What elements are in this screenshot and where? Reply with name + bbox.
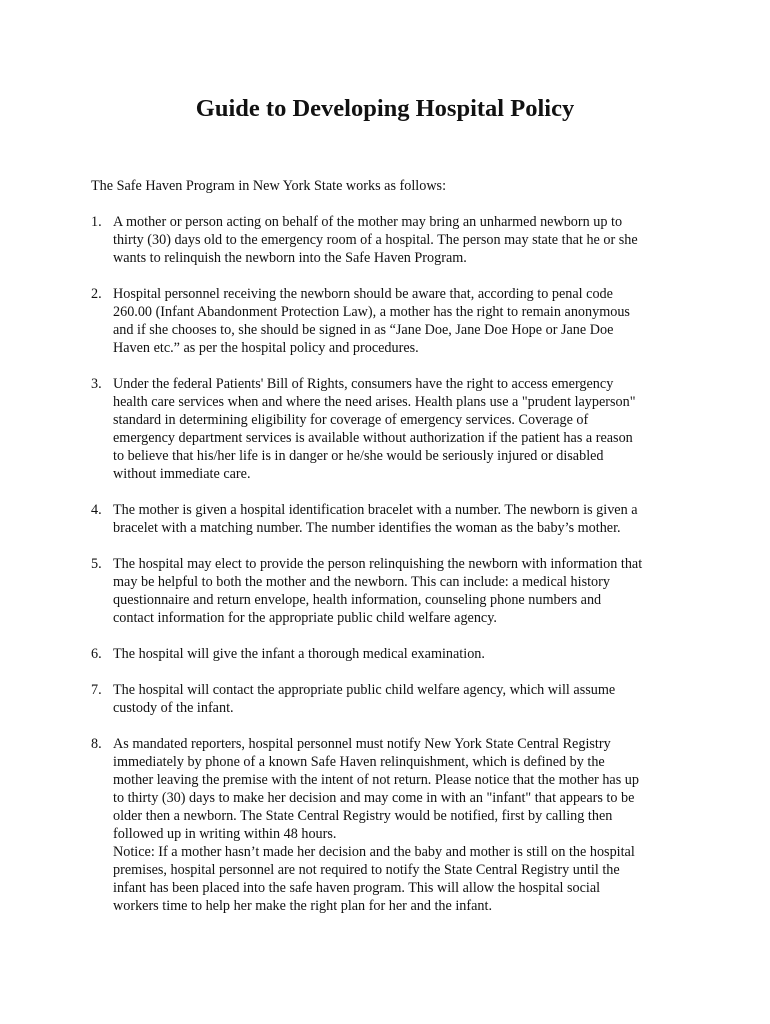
text-line: contact information for the appropriate public child welfare agency. — [113, 610, 497, 626]
text-line: followed up in writing within 48 hours. — [113, 826, 337, 842]
text-line: and if she chooses to, she should be signed in as “Jane Doe, Jane Doe Hope or Jane Doe — [113, 322, 614, 338]
list-item — [91, 501, 691, 537]
list-item-number: 5. — [91, 556, 102, 572]
text-line: bracelet with a matching number. The number identifies the woman as the baby’s mother. — [113, 520, 621, 536]
text-line: questionnaire and return envelope, health information, counseling phone numbers and — [113, 592, 602, 608]
text-line: custody of the infant. — [113, 700, 234, 716]
text-line: Haven etc.” as per the hospital policy and procedures. — [113, 340, 419, 356]
list-item — [91, 555, 691, 627]
text-line: The hospital will give the infant a thorough medical examination. — [113, 646, 485, 662]
text-line: to thirty (30) days to make her decision and may come in with an "infant" that appears to be — [113, 790, 635, 806]
text-line: workers time to help her make the right plan for her and the infant. — [113, 898, 492, 914]
text-line: The hospital will contact the appropriate public child welfare agency, which will assume — [113, 682, 616, 698]
list-item-number: 3. — [91, 376, 102, 392]
list-item-text — [113, 735, 691, 915]
list-item-number: 4. — [91, 502, 102, 518]
text-line: The hospital may elect to provide the person relinquishing the newborn with information that — [113, 556, 643, 572]
list-item — [91, 285, 691, 357]
text-line: mother leaving the premise with the intent of not return. Please notice that the mother has up — [113, 772, 639, 788]
numbered-list — [91, 213, 691, 933]
list-item — [91, 645, 691, 663]
list-item — [91, 213, 691, 267]
text-line: standard in determining eligibility for coverage of emergency services. Coverage of — [113, 412, 589, 428]
list-item-text — [113, 501, 691, 537]
text-line: A mother or person acting on behalf of the mother may bring an unharmed newborn up to — [113, 214, 623, 230]
text-line: 260.00 (Infant Abandonment Protection Law), a mother has the right to remain anonymous — [113, 304, 630, 320]
intro-paragraph: The Safe Haven Program in New York State works as follows: — [91, 178, 447, 194]
text-line: As mandated reporters, hospital personnel must notify New York State Central Registry — [113, 736, 611, 752]
text-line: may be helpful to both the mother and the newborn. This can include: a medical history — [113, 574, 610, 590]
text-line: to believe that his/her life is in danger or he/she would be seriously injured or disabled — [113, 448, 604, 464]
text-line: infant has been placed into the safe haven program. This will allow the hospital social — [113, 880, 601, 896]
list-item-text — [113, 375, 691, 483]
text-line: premises, hospital personnel are not required to notify the State Central Registry until the — [113, 862, 620, 878]
list-item-number: 6. — [91, 646, 102, 662]
list-item-text — [113, 285, 691, 357]
list-item-number: 8. — [91, 736, 102, 752]
list-item — [91, 735, 691, 915]
list-item-number: 7. — [91, 682, 102, 698]
text-line: The mother is given a hospital identification bracelet with a number. The newborn is given a — [113, 502, 638, 518]
text-line: immediately by phone of a known Safe Haven relinquishment, which is defined by the — [113, 754, 605, 770]
text-line: thirty (30) days old to the emergency room of a hospital. The person may state that he or she — [113, 232, 638, 248]
text-line: emergency department services is available without authorization if the patient has a reason — [113, 430, 633, 446]
list-item — [91, 681, 691, 717]
list-item-text — [113, 645, 691, 663]
list-item-number: 2. — [91, 286, 102, 302]
list-item-text — [113, 681, 691, 717]
text-line: Hospital personnel receiving the newborn should be aware that, according to penal code — [113, 286, 613, 302]
text-line: Under the federal Patients' Bill of Rights, consumers have the right to access emergency — [113, 376, 614, 392]
text-line: older then a newborn. The State Central Registry would be notified, first by calling then — [113, 808, 613, 824]
list-item-text — [113, 555, 691, 627]
text-line: wants to relinquish the newborn into the Safe Haven Program. — [113, 250, 467, 266]
list-item — [91, 375, 691, 483]
list-item-number: 1. — [91, 214, 102, 230]
document-title: Guide to Developing Hospital Policy — [195, 95, 575, 122]
text-line: without immediate care. — [113, 466, 251, 482]
list-item-text — [113, 213, 691, 267]
text-line: Notice: If a mother hasn’t made her decision and the baby and mother is still on the hospital — [113, 844, 635, 860]
text-line: health care services when and where the need arises. Health plans use a "prudent layperson" — [113, 394, 636, 410]
